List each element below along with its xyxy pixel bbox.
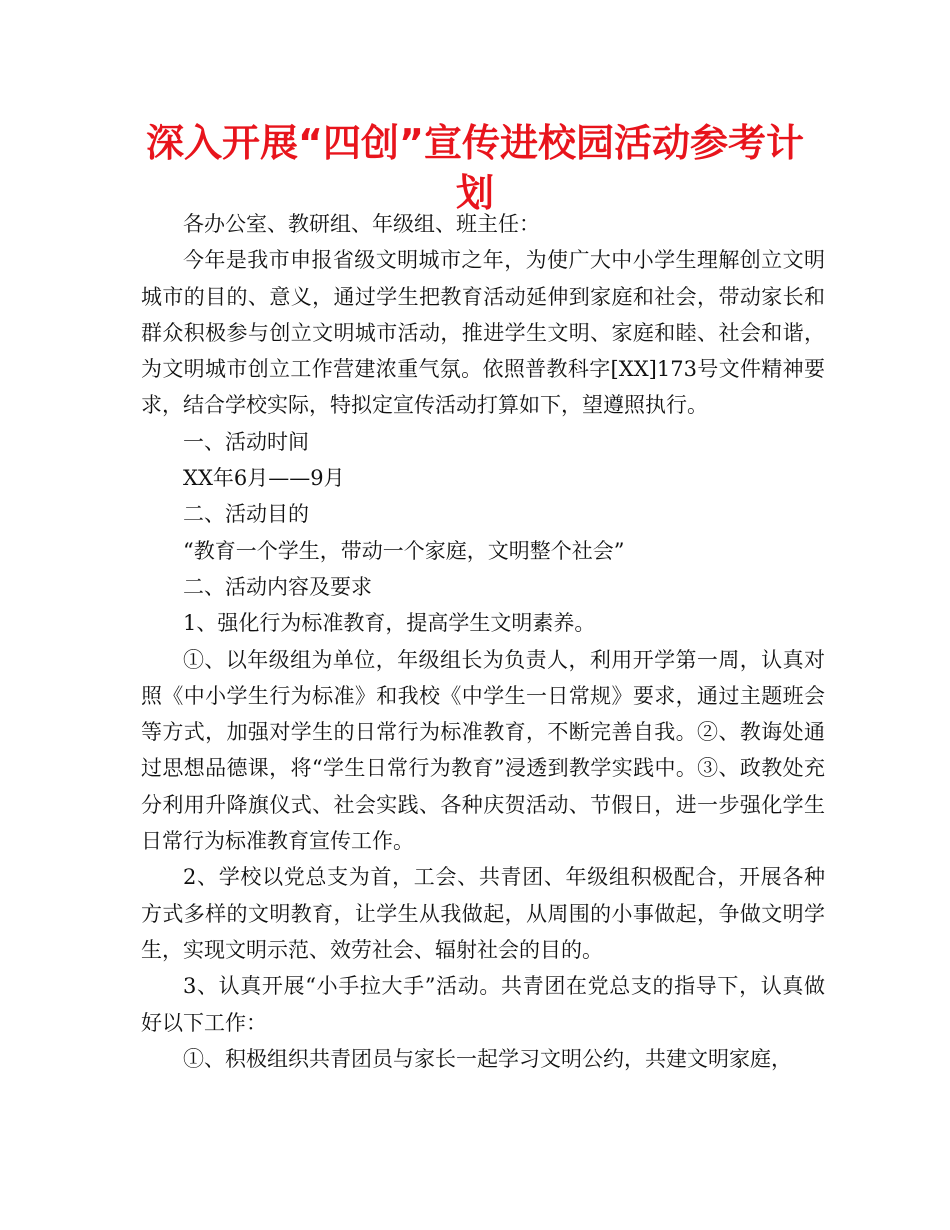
time-range-paragraph: XX年6月——9月 xyxy=(183,466,345,491)
salutation-paragraph: 各办公室、教研组、年级组、班主任： xyxy=(183,212,540,236)
goal-slogan-paragraph: “教育一个学生，带动一个家庭，文明整个社会” xyxy=(183,538,625,563)
section-heading-goal: 二、活动目的 xyxy=(183,502,309,527)
item-2-paragraph: 2、学校以党总支为首，工会、共青团、年级组积极配合，开展各种方式多样的文明教育，让学生从我做起，从周围的小事做起，争做文明学生，实现文明示范、效劳社会、辐射社会的目的。 xyxy=(141,865,825,962)
document-title: 深入开展“四创”宣传进校园活动参考计划 xyxy=(146,121,804,215)
item-3-detail-paragraph: ①、积极组织共青团员与家长一起学习文明公约，共建文明家庭， xyxy=(183,1046,792,1071)
item-1-detail-paragraph: ①、以年级组为单位，年级组长为负责人，利用开学第一周，认真对照《中小学生行为标准》和我校《中学生一日常规》要求，通过主题班会等方式，加强对学生的日常行为标准教育，不断完善自我。②、教诲处通过思想品德课，将“学生日常行为教育”浸透到教学实践中。③、政教处充分利用升降旗仪式、社会实践、各种庆贺活动、节假日，进一步强化学生日常行为标准教育宣传工作。 xyxy=(141,647,825,854)
section-heading-content: 二、活动内容及要求 xyxy=(183,574,372,599)
item-1-heading: 1、强化行为标准教育，提高学生文明素养。 xyxy=(183,611,596,636)
item-3-paragraph: 3、认真开展“小手拉大手”活动。共青团在党总支的指导下，认真做好以下工作： xyxy=(141,974,825,1035)
document-body xyxy=(141,206,825,1077)
intro-paragraph: 今年是我市申报省级文明城市之年，为使广大中小学生理解创立文明城市的目的、意义，通过学生把教育活动延伸到家庭和社会，带动家长和群众积极参与创立文明城市活动，推进学生文明、家庭和睦、社会和谐，为文明城市创立工作营建浓重气氛。依照普教科字[XX]173号文件精神要求，结合学校实际，特拟定宣传活动打算如下，望遵照执行。 xyxy=(141,248,825,418)
section-heading-time: 一、活动时间 xyxy=(183,429,309,454)
